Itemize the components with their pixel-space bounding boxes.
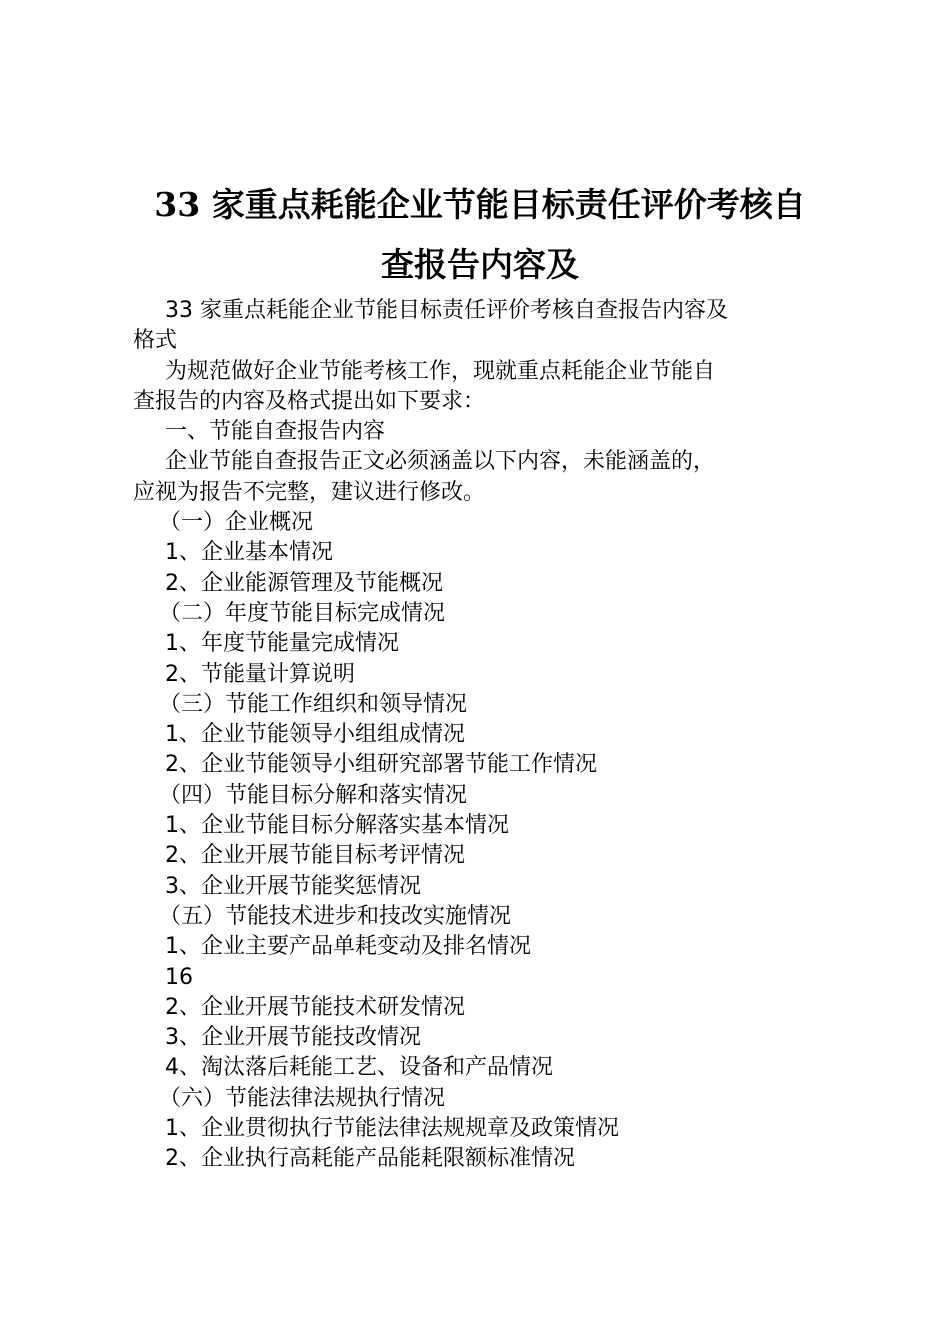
outline-subheading: （三）节能工作组织和领导情况 [159, 691, 468, 717]
outline-item: 4、淘汰落后耗能工艺、设备和产品情况 [165, 1055, 553, 1081]
document-body [133, 296, 823, 1175]
requirement-paragraph-line: 企业节能自查报告正文必须涵盖以下内容，未能涵盖的， [165, 449, 716, 475]
outline-subheading: （五）节能技术进步和技改实施情况 [159, 903, 512, 929]
purpose-paragraph-line: 为规范做好企业节能考核工作，现就重点耗能企业节能自 [165, 358, 716, 384]
outline-item: 3、企业开展节能奖惩情况 [165, 873, 421, 899]
outline-item: 2、企业执行高耗能产品能耗限额标准情况 [165, 1146, 575, 1172]
outline-subheading: （一）企业概况 [159, 510, 314, 536]
outline-item: 2、企业节能领导小组研究部署节能工作情况 [165, 752, 597, 778]
outline-item: 2、节能量计算说明 [165, 661, 355, 687]
outline-subheading: （二）年度节能目标完成情况 [159, 600, 446, 626]
outline-item: 2、企业开展节能目标考评情况 [165, 843, 465, 869]
outline-item: 1、企业贯彻执行节能法律法规规章及政策情况 [165, 1116, 619, 1142]
intro-paragraph-line: 33 家重点耗能企业节能目标责任评价考核自查报告内容及 [165, 298, 728, 323]
requirement-paragraph-line: 应视为报告不完整，建议进行修改。 [133, 479, 486, 505]
outline-item: 1、企业节能目标分解落实基本情况 [165, 813, 509, 839]
outline-list [133, 508, 823, 1175]
outline-item: 1、年度节能量完成情况 [165, 631, 399, 657]
outline-item: 16 [165, 964, 193, 990]
document-title-line-2: 查报告内容及 [381, 245, 579, 284]
document-title-line-1: 33 家重点耗能企业节能目标责任评价考核自 [154, 185, 806, 224]
purpose-paragraph-line: 查报告的内容及格式提出如下要求： [133, 388, 486, 414]
outline-subheading: （四）节能目标分解和落实情况 [159, 782, 468, 808]
outline-item: 2、企业开展节能技术研发情况 [165, 994, 465, 1020]
outline-item: 2、企业能源管理及节能概况 [165, 570, 443, 596]
intro-paragraph-line: 格式 [133, 328, 178, 354]
outline-item: 1、企业基本情况 [165, 540, 333, 566]
outline-item: 1、企业主要产品单耗变动及排名情况 [165, 934, 531, 960]
outline-subheading: （六）节能法律法规执行情况 [159, 1085, 446, 1111]
outline-item: 3、企业开展节能技改情况 [165, 1025, 421, 1051]
section-heading: 一、节能自查报告内容 [165, 419, 386, 445]
outline-item: 1、企业节能领导小组组成情况 [165, 722, 465, 748]
